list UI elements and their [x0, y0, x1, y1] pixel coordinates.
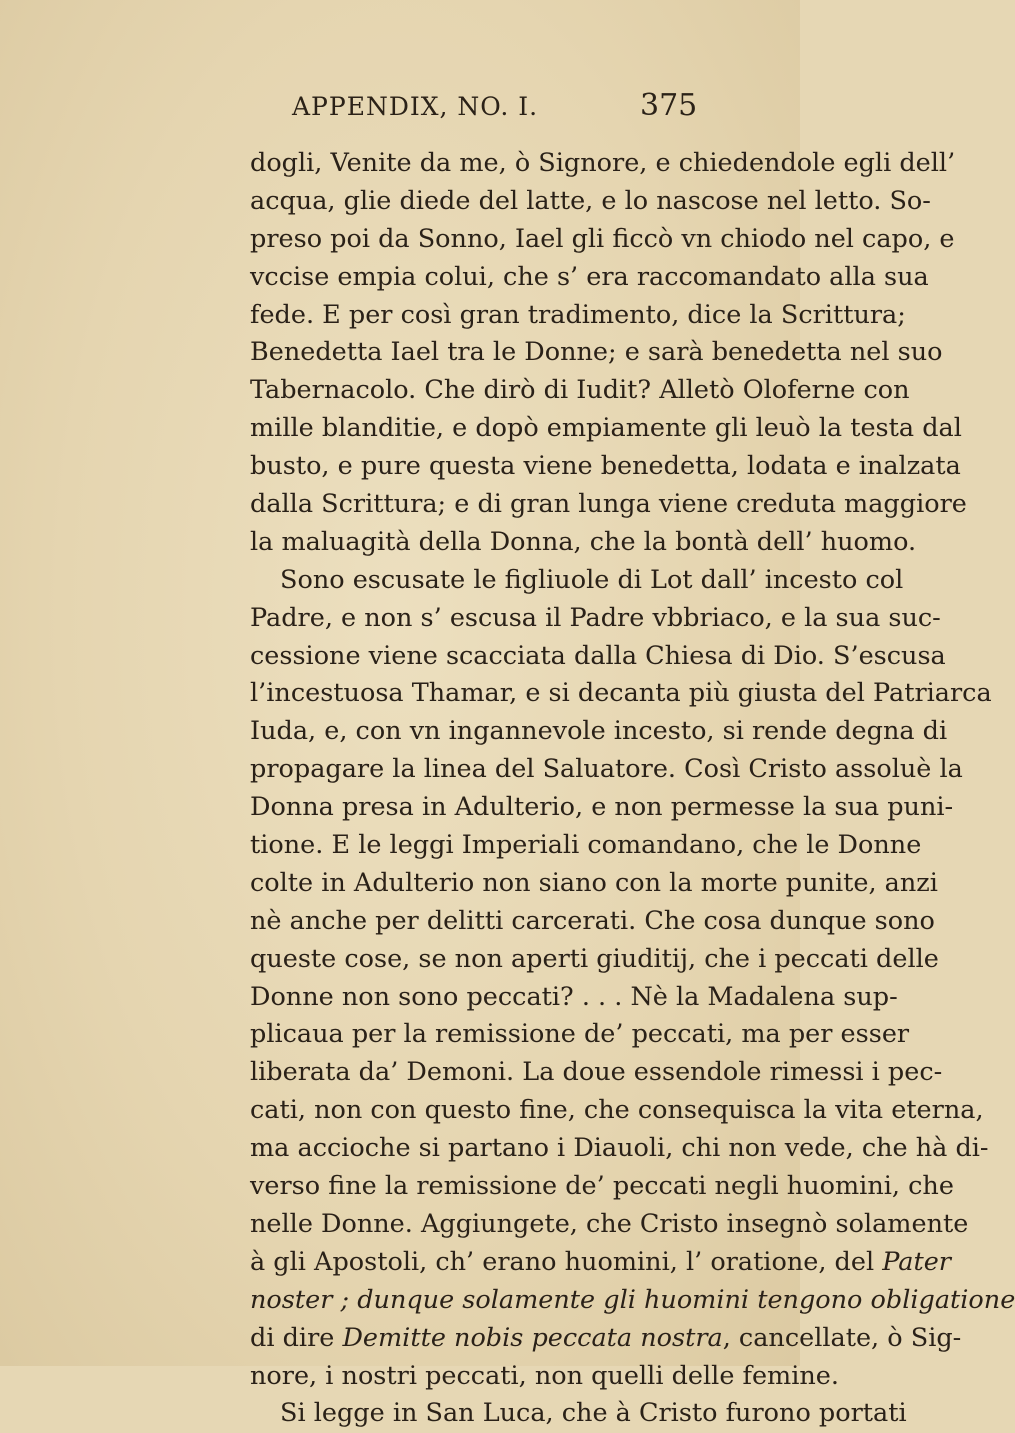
text-line: plicaua per la remissione de’ peccati, ma per esser [250, 1019, 910, 1050]
text-line: Donna presa in Adulterio, e non permesse la sua puni- [250, 792, 954, 823]
text-line: Sono escusate le figliuole di Lot dall’ incesto col [280, 564, 904, 595]
text-line: dalla Scrittura; e di gran lunga viene creduta maggiore [250, 489, 967, 520]
text-line: queste cose, se non aperti giuditij, che i peccati delle [250, 943, 939, 974]
text-line-with-italic [250, 1320, 962, 1358]
text-line: Donne non sono peccati? . . . Nè la Madalena sup- [250, 981, 898, 1012]
text-line: dogli, Venite da me, ò Signore, e chiedendole egli dell’ [250, 148, 956, 178]
text-line: nore, i nostri peccati, non quelli delle femine. [250, 1360, 840, 1391]
italic-phrase: noster ; dunque solamente gli huomini tengono obligatione [250, 1284, 1015, 1315]
text-line: busto, e pure questa viene benedetta, lodata e inalzata [250, 451, 961, 482]
text-line: Padre, e non s’ escusa il Padre vbbriaco, e la sua suc- [250, 602, 941, 633]
text-line: cessione viene scacciata dalla Chiesa di Dio. S’escusa [250, 640, 946, 671]
text-line: Iuda, e, con vn ingannevole incesto, si rende degna di [250, 716, 948, 747]
text-line: acqua, glie diede del latte, e lo nascose nel letto. So- [250, 185, 931, 216]
text-line: vccise empia colui, che s’ era raccomandato alla sua [250, 261, 929, 292]
italic-phrase: Pater [882, 1246, 951, 1277]
text-line: ma accioche si partano i Diauoli, chi non vede, che hà di- [250, 1133, 989, 1164]
text-line: preso poi da Sonno, Iael gli ficcò vn chiodo nel capo, e [250, 223, 955, 254]
text-line: fede. E per così gran tradimento, dice la Scrittura; [250, 299, 906, 330]
text-segment: di dire [250, 1322, 335, 1353]
text-line: Tabernacolo. Che dirò di Iudit? Alletò Oloferne con [250, 375, 910, 406]
text-line-with-italic [250, 1244, 951, 1282]
text-line: tione. E le leggi Imperiali comandano, che le Donne [250, 830, 922, 861]
text-line: verso fine la remissione de’ peccati negli huomini, che [250, 1171, 954, 1202]
page-header [0, 88, 800, 132]
text-line: propagare la linea del Saluatore. Così Cristo assoluè la [250, 754, 963, 785]
text-line-with-italic [250, 1282, 1015, 1320]
text-line: liberata da’ Demoni. La doue essendole rimessi i pec- [250, 1057, 943, 1088]
text-line: colte in Adulterio non siano con la morte punite, anzi [250, 867, 938, 898]
body-text [250, 145, 1015, 1433]
text-line: nè anche per delitti carcerati. Che cosa dunque sono [250, 905, 935, 936]
text-line: cati, non con questo fine, che consequisca la vita eterna, [250, 1095, 984, 1126]
italic-phrase: Demitte nobis peccata nostra [342, 1322, 723, 1353]
running-head: APPENDIX, NO. I. [292, 92, 539, 121]
page-number: 375 [640, 88, 698, 123]
text-segment: , cancellate, ò Sig- [722, 1322, 962, 1353]
text-segment: à gli Apostoli, ch’ erano huomini, l’ oratione, del [250, 1246, 875, 1277]
text-line: l’incestuosa Thamar, e si decanta più giusta del Patriarca [250, 678, 992, 709]
text-line: nelle Donne. Aggiungete, che Cristo insegnò solamente [250, 1208, 969, 1239]
text-line: Si legge in San Luca, che à Cristo furono portati [280, 1398, 907, 1429]
text-line: Benedetta Iael tra le Donne; e sarà benedetta nel suo [250, 337, 943, 368]
text-line: mille blanditie, e dopò empiamente gli leuò la testa dal [250, 413, 962, 444]
text-line: la maluagità della Donna, che la bontà dell’ huomo. [250, 526, 917, 557]
